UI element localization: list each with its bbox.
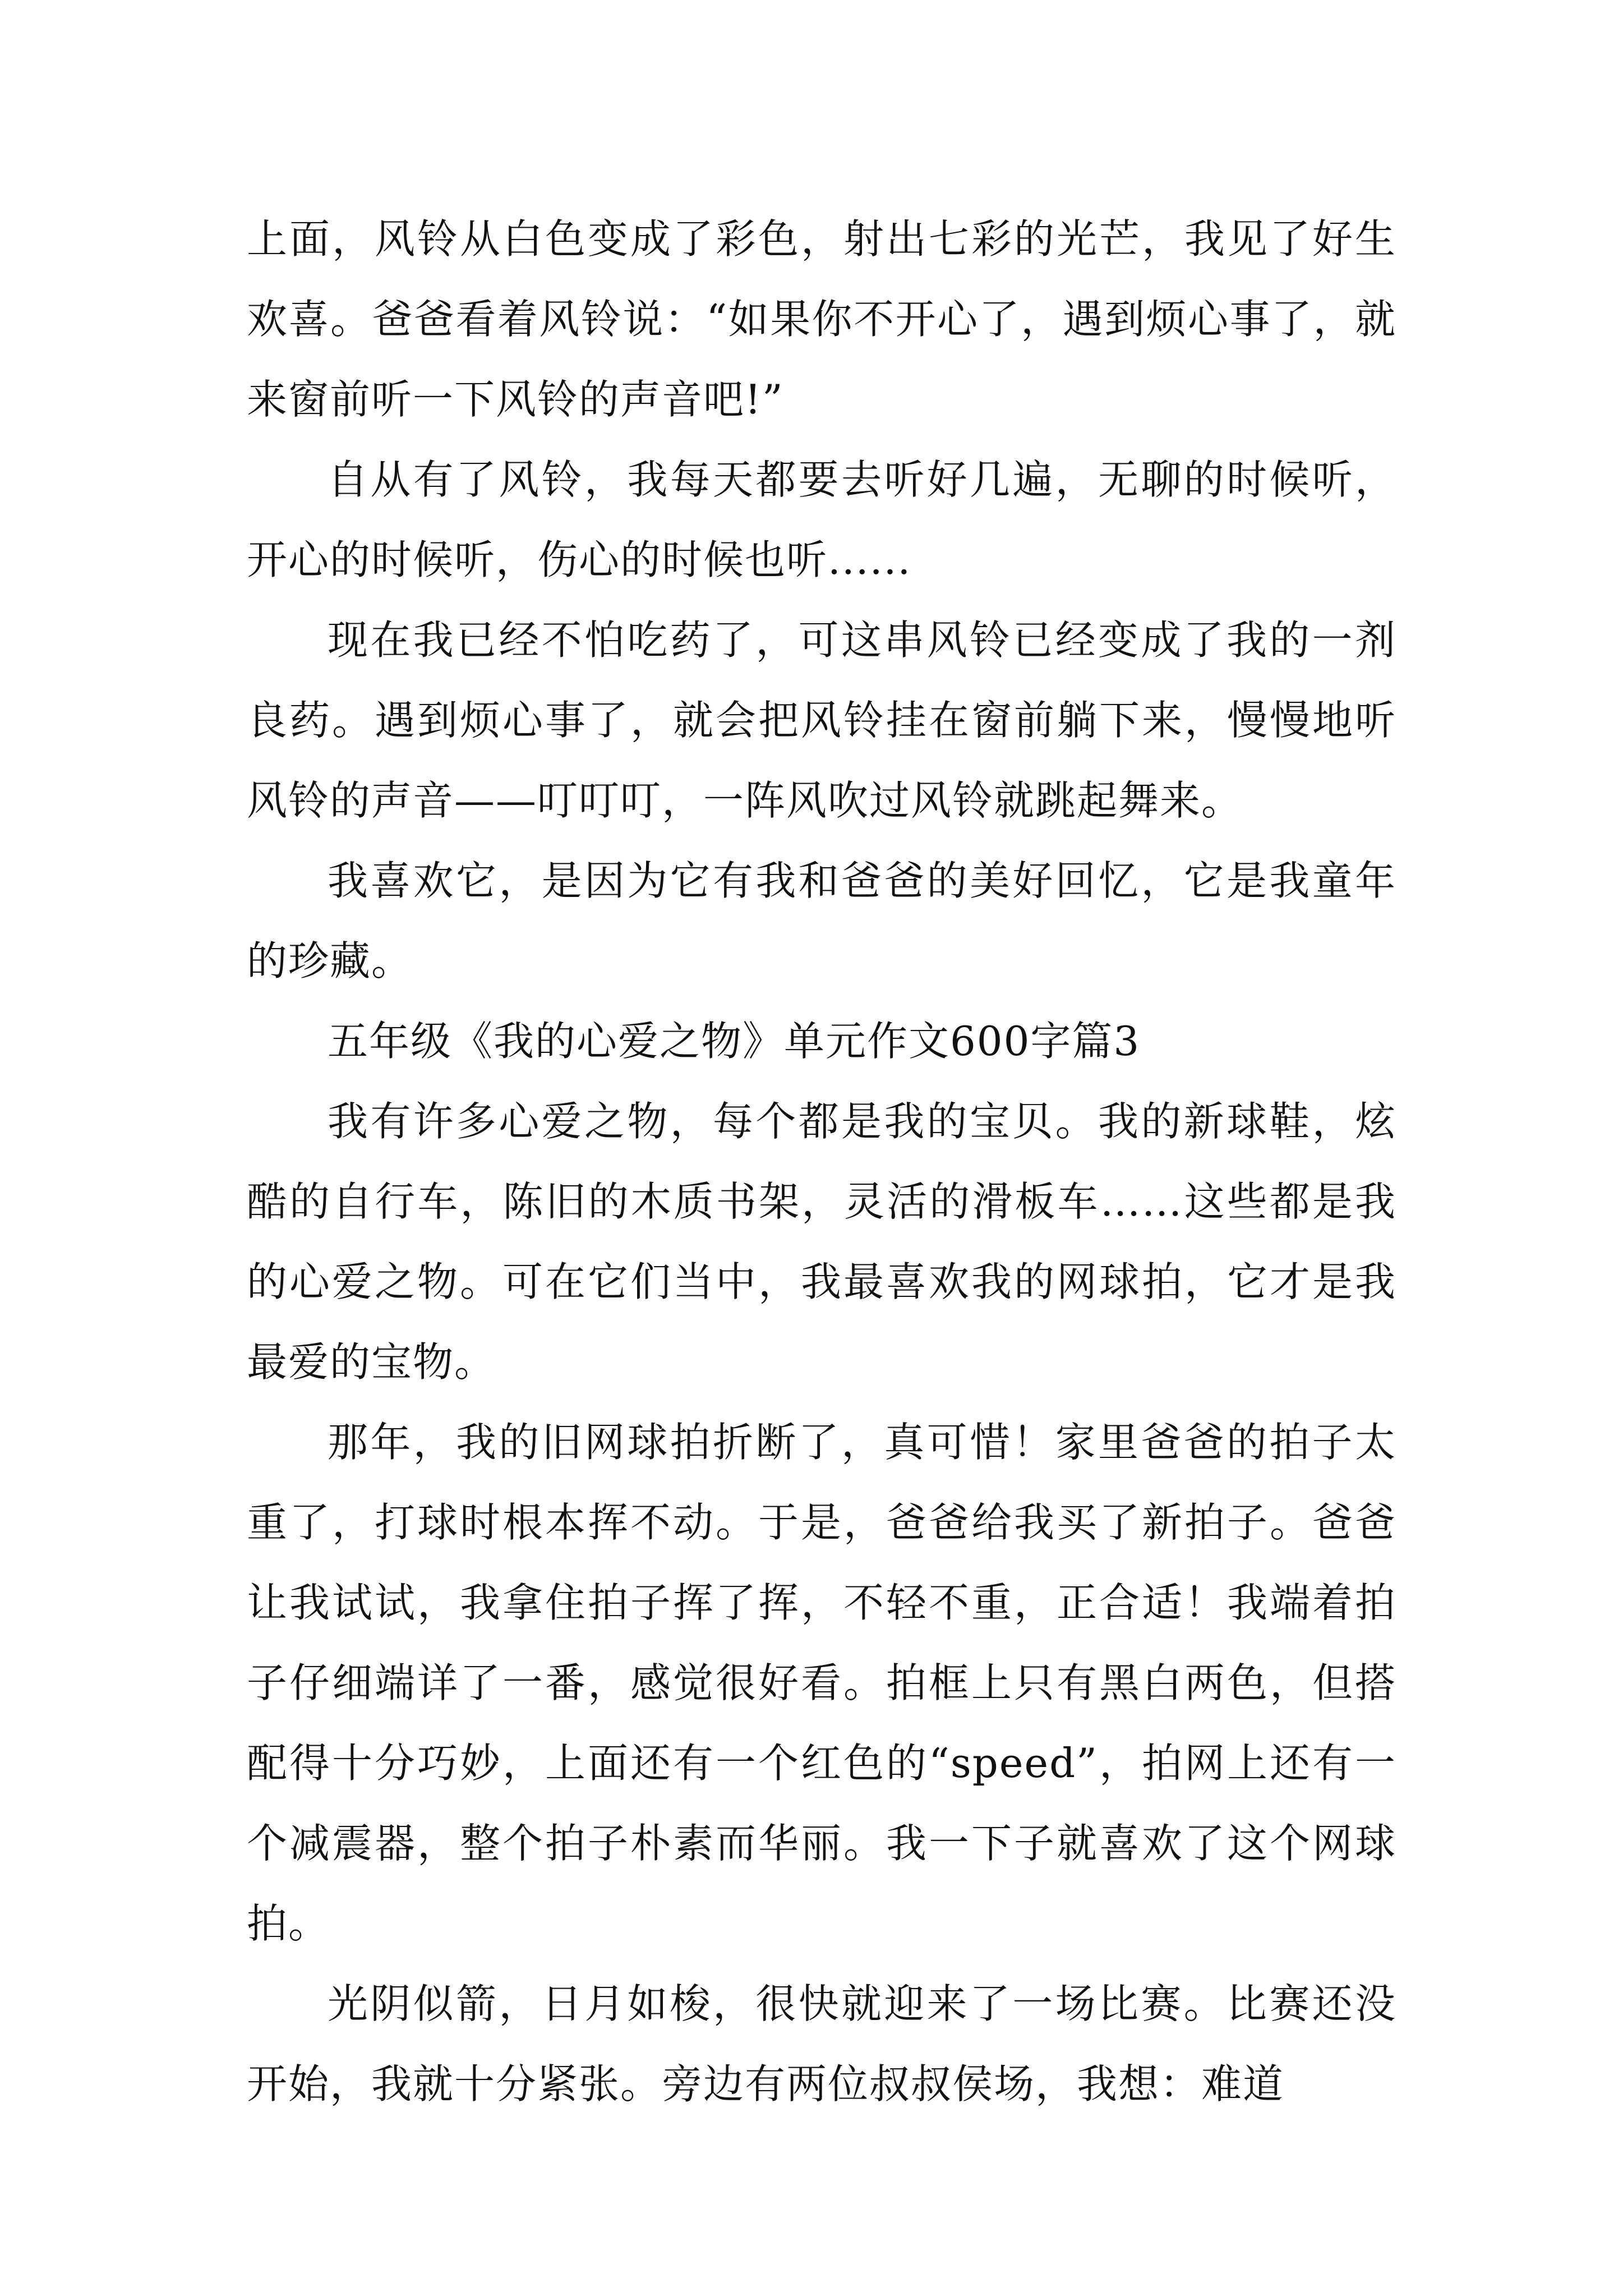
essay-text <box>247 199 1396 2124</box>
paragraph-3: 现在我已经不怕吃药了，可这串风铃已经变成了我的一剂良药。遇到烦心事了，就会把风铃挂在窗前躺下来，慢慢地听风铃的声音——叮叮叮，一阵风吹过风铃就跳起舞来。 <box>247 616 1396 824</box>
paragraph-4: 我喜欢它，是因为它有我和爸爸的美好回忆，它是我童年的珍藏。 <box>247 857 1396 984</box>
paragraph-6: 我有许多心爱之物，每个都是我的宝贝。我的新球鞋，炫酷的自行车，陈旧的木质书架，灵活的滑板车……这些都是我的心爱之物。可在它们当中，我最喜欢我的网球拍，它才是我最爱的宝物。 <box>247 1098 1396 1386</box>
paragraph-7: 那年，我的旧网球拍折断了，真可惜！家里爸爸的拍子太重了，打球时根本挥不动。于是，爸爸给我买了新拍子。爸爸让我试试，我拿住拍子挥了挥，不轻不重，正合适！我端着拍子仔细端详了一番，感觉很好看。拍框上只有黑白两色，但搭配得十分巧妙，上面还有一个红色的“speed”，拍网上还有一个减震器，整个拍子朴素而华丽。我一下子就喜欢了这个网球拍。 <box>247 1419 1396 1947</box>
essay-heading: 五年级《我的心爱之物》单元作文600字篇3 <box>328 1018 1141 1065</box>
paragraph-2: 自从有了风铃，我每天都要去听好几遍，无聊的时候听，开心的时候听，伤心的时候也听...... <box>247 456 1396 583</box>
paragraph-1: 上面，风铃从白色变成了彩色，射出七彩的光芒，我见了好生欢喜。爸爸看着风铃说：“如果你不开心了，遇到烦心事了，就来窗前听一下风铃的声音吧!” <box>247 215 1396 423</box>
paragraph-8: 光阴似箭，日月如梭，很快就迎来了一场比赛。比赛还没开始，我就十分紧张。旁边有两位叔叔侯场，我想：难道 <box>247 1980 1396 2108</box>
